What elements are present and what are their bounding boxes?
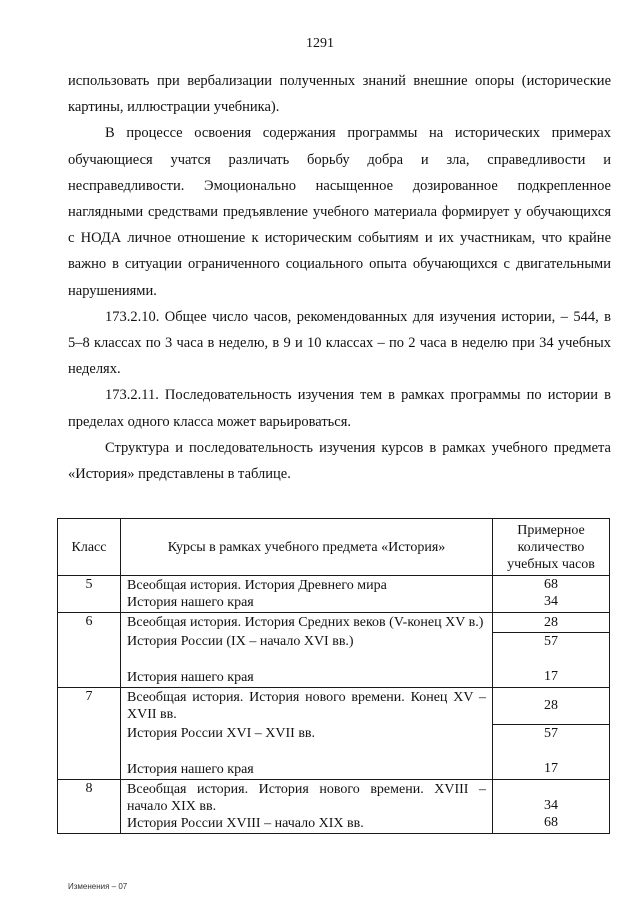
- hours-cell: [493, 668, 610, 688]
- paragraph-1: использовать при вербализации полученных знаний внешние опоры (исторические картины, иллюстрации учебника).: [68, 73, 611, 116]
- paragraph-2: В процессе освоения содержания программы на исторических примерах обучающиеся учатся различать борьбу добра и зла, справедливости и несправедливости. Эмоционально насыщенное дозированное подкрепленное наглядными средствами предъявление учебного материала формирует у обучающихся с НОДА личное отношение к историческим событиям и их участникам, что крайне важно в ситуации ограниченного социального опыта обучающихся с двигательными нарушениями.: [68, 125, 611, 299]
- table-header-row: [58, 519, 610, 576]
- course-cell: История нашего края: [121, 760, 493, 780]
- hours-cell: [493, 613, 610, 633]
- courses-cell: [121, 780, 493, 834]
- hours-item: 28: [544, 614, 558, 630]
- class-cell: 5: [58, 576, 121, 613]
- hours-item: 34: [544, 798, 558, 813]
- table-row-grade-6: [58, 613, 610, 633]
- table-row-grade-5: [58, 576, 610, 613]
- paragraph-5: Структура и последовательность изучения курсов в рамках учебного предмета «История» представлены в таблице.: [68, 439, 611, 483]
- table-row-grade-6-c: [58, 668, 610, 688]
- course-cell: Всеобщая история. История нового времени. Конец XV – XVII вв.: [121, 688, 493, 725]
- page-number: 1291: [306, 36, 334, 51]
- course-item: История России (IX – начало XVI вв.): [127, 634, 354, 649]
- hours-cell: [493, 724, 610, 760]
- course-cell: История нашего края: [121, 668, 493, 688]
- course-item: Всеобщая история. История Древнего мира: [127, 578, 387, 593]
- courses-cell: [121, 576, 493, 613]
- table-row-grade-7-c: [58, 760, 610, 780]
- header-courses: Курсы в рамках учебного предмета «История»: [121, 519, 493, 576]
- course-item: История России XVIII – начало XIX вв.: [127, 816, 364, 831]
- footer-note: Изменения – 07: [68, 882, 128, 891]
- course-cell: Всеобщая история. История Средних веков (V-конец XV в.): [121, 613, 493, 633]
- hours-item: 28: [544, 698, 558, 714]
- hours-item: 68: [544, 815, 558, 830]
- hours-item: 57: [544, 633, 558, 649]
- hours-item: 68: [544, 577, 558, 592]
- table-row-grade-8: [58, 780, 610, 834]
- hours-item: 34: [544, 594, 558, 609]
- class-cell: 6: [58, 613, 121, 688]
- paragraph-3: 173.2.10. Общее число часов, рекомендованных для изучения истории, – 544, в 5–8 классах по 3 часа в неделю, в 9 и 10 классах – по 2 часа в неделю при 34 учебных неделях.: [68, 308, 611, 378]
- class-cell: 8: [58, 780, 121, 834]
- table-row-grade-7: [58, 688, 610, 725]
- hours-cell: [493, 632, 610, 668]
- header-hours: Примерное количество учебных часов: [493, 519, 610, 576]
- header-class: Класс: [58, 519, 121, 576]
- paragraph-4: 173.2.11. Последовательность изучения тем в рамках программы по истории в пределах одного класса может варьироваться.: [68, 387, 611, 430]
- hours-cell: [493, 780, 610, 834]
- course-item: История нашего края: [127, 595, 254, 610]
- hours-item: 17: [544, 761, 558, 776]
- table-row-grade-7-b: [58, 724, 610, 760]
- hours-cell: [493, 688, 610, 725]
- class-cell: 7: [58, 688, 121, 780]
- course-cell: [121, 724, 493, 760]
- body-text: [68, 68, 611, 487]
- hours-cell: [493, 576, 610, 613]
- courses-table: [57, 518, 610, 834]
- hours-item: 17: [544, 669, 558, 684]
- course-item: История России XVI – XVII вв.: [127, 726, 316, 741]
- course-item: Всеобщая история. История нового времени. XVIII – начало XIX вв.: [127, 782, 486, 814]
- hours-cell: [493, 760, 610, 780]
- course-cell: [121, 632, 493, 668]
- table-row-grade-6-b: [58, 632, 610, 668]
- hours-item: 57: [544, 725, 558, 741]
